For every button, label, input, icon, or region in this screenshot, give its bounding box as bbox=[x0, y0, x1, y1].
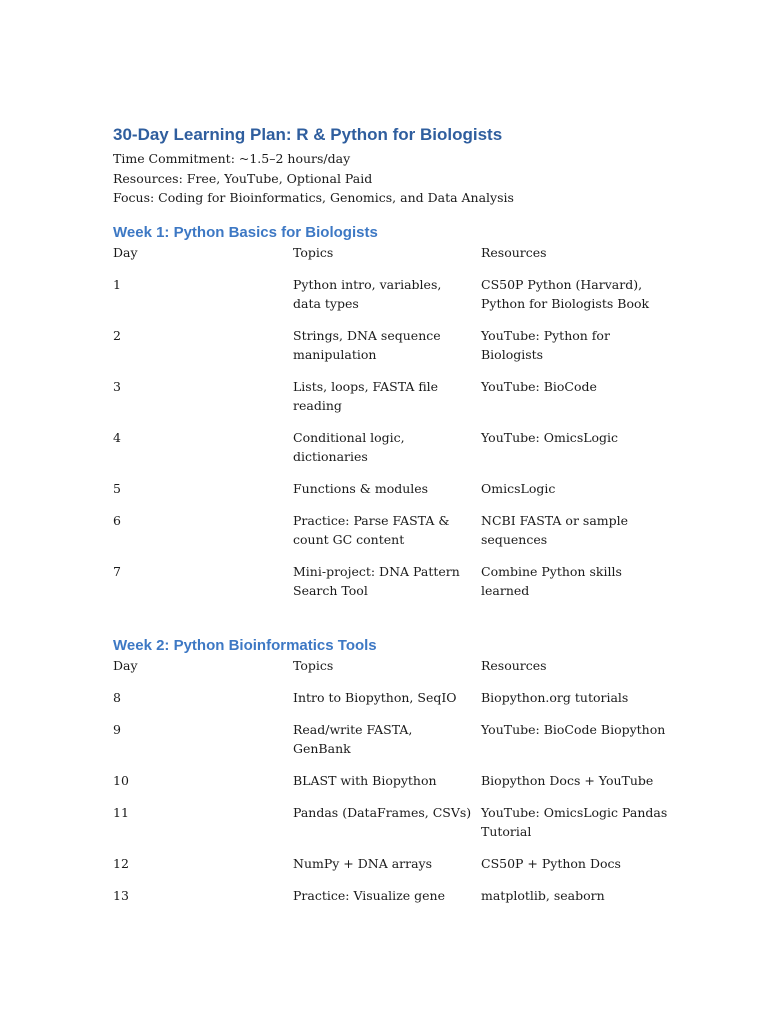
resource-cell: YouTube: BioCode Biopython bbox=[481, 721, 666, 737]
day-cell: 11 bbox=[113, 804, 129, 820]
day-cell: 8 bbox=[113, 689, 121, 705]
resource-cell: YouTube: Python for Biologists bbox=[481, 327, 610, 362]
topic-cell: NumPy + DNA arrays bbox=[293, 855, 433, 871]
day-cell: 2 bbox=[113, 327, 121, 343]
table-row bbox=[113, 428, 673, 479]
column-header-day: Day bbox=[113, 244, 138, 260]
table-header-row bbox=[113, 243, 673, 275]
column-header-resources: Resources bbox=[481, 244, 547, 260]
week-2-table bbox=[113, 656, 673, 918]
resource-cell: OmicsLogic bbox=[481, 480, 556, 496]
table-row bbox=[113, 326, 673, 377]
table-row bbox=[113, 854, 673, 886]
topic-cell: BLAST with Biopython bbox=[293, 772, 437, 788]
table-row bbox=[113, 479, 673, 511]
topic-cell: Pandas (DataFrames, CSVs) bbox=[293, 804, 472, 820]
table-row bbox=[113, 771, 673, 803]
day-cell: 3 bbox=[113, 378, 121, 394]
day-cell: 7 bbox=[113, 563, 121, 579]
table-row bbox=[113, 720, 673, 771]
topic-cell: Conditional logic, dictionaries bbox=[293, 429, 405, 464]
topic-cell: Lists, loops, FASTA file reading bbox=[293, 378, 439, 413]
resource-cell: YouTube: BioCode bbox=[481, 378, 597, 394]
week-2-heading: Week 2: Python Bioinformatics Tools bbox=[113, 636, 377, 654]
table-row bbox=[113, 803, 673, 854]
resource-cell: CS50P + Python Docs bbox=[481, 855, 621, 871]
topic-cell: Python intro, variables, data types bbox=[293, 276, 442, 311]
table-row bbox=[113, 688, 673, 720]
resource-cell: matplotlib, seaborn bbox=[481, 887, 605, 903]
table-row bbox=[113, 511, 673, 562]
topic-cell: Intro to Biopython, SeqIO bbox=[293, 689, 457, 705]
document-title: 30-Day Learning Plan: R & Python for Biologists bbox=[113, 125, 503, 144]
week-1-heading: Week 1: Python Basics for Biologists bbox=[113, 223, 378, 241]
table-row bbox=[113, 886, 673, 918]
resource-cell: YouTube: OmicsLogic Pandas Tutorial bbox=[481, 804, 668, 839]
resource-cell: Combine Python skills learned bbox=[481, 563, 622, 598]
topic-cell: Mini-project: DNA Pattern Search Tool bbox=[293, 563, 460, 598]
topic-cell: Practice: Parse FASTA & count GC content bbox=[293, 512, 450, 547]
day-cell: 4 bbox=[113, 429, 121, 445]
day-cell: 10 bbox=[113, 772, 129, 788]
focus-text: Focus: Coding for Bioinformatics, Genomics, and Data Analysis bbox=[113, 190, 514, 205]
document-page bbox=[113, 124, 673, 918]
resource-cell: NCBI FASTA or sample sequences bbox=[481, 512, 629, 547]
week-1-table bbox=[113, 243, 673, 613]
table-header-row bbox=[113, 656, 673, 688]
day-cell: 6 bbox=[113, 512, 121, 528]
table-row bbox=[113, 377, 673, 428]
time-commitment-text: Time Commitment: ~1.5–2 hours/day bbox=[113, 151, 351, 166]
topic-cell: Strings, DNA sequence manipulation bbox=[293, 327, 441, 362]
table-row bbox=[113, 562, 673, 613]
topic-cell: Functions & modules bbox=[293, 480, 429, 496]
column-header-topics: Topics bbox=[293, 244, 334, 260]
resource-cell: CS50P Python (Harvard), Python for Biologists Book bbox=[481, 276, 650, 311]
day-cell: 9 bbox=[113, 721, 121, 737]
column-header-day: Day bbox=[113, 657, 138, 673]
table-row bbox=[113, 275, 673, 326]
topic-cell: Read/write FASTA, GenBank bbox=[293, 721, 413, 756]
column-header-resources: Resources bbox=[481, 657, 547, 673]
day-cell: 12 bbox=[113, 855, 129, 871]
column-header-topics: Topics bbox=[293, 657, 334, 673]
resource-cell: YouTube: OmicsLogic bbox=[481, 429, 619, 445]
resource-cell: Biopython.org tutorials bbox=[481, 689, 629, 705]
day-cell: 1 bbox=[113, 276, 121, 292]
resources-text: Resources: Free, YouTube, Optional Paid bbox=[113, 170, 373, 186]
topic-cell: Practice: Visualize gene bbox=[293, 887, 445, 903]
resource-cell: Biopython Docs + YouTube bbox=[481, 772, 654, 788]
day-cell: 13 bbox=[113, 887, 129, 903]
day-cell: 5 bbox=[113, 480, 121, 496]
